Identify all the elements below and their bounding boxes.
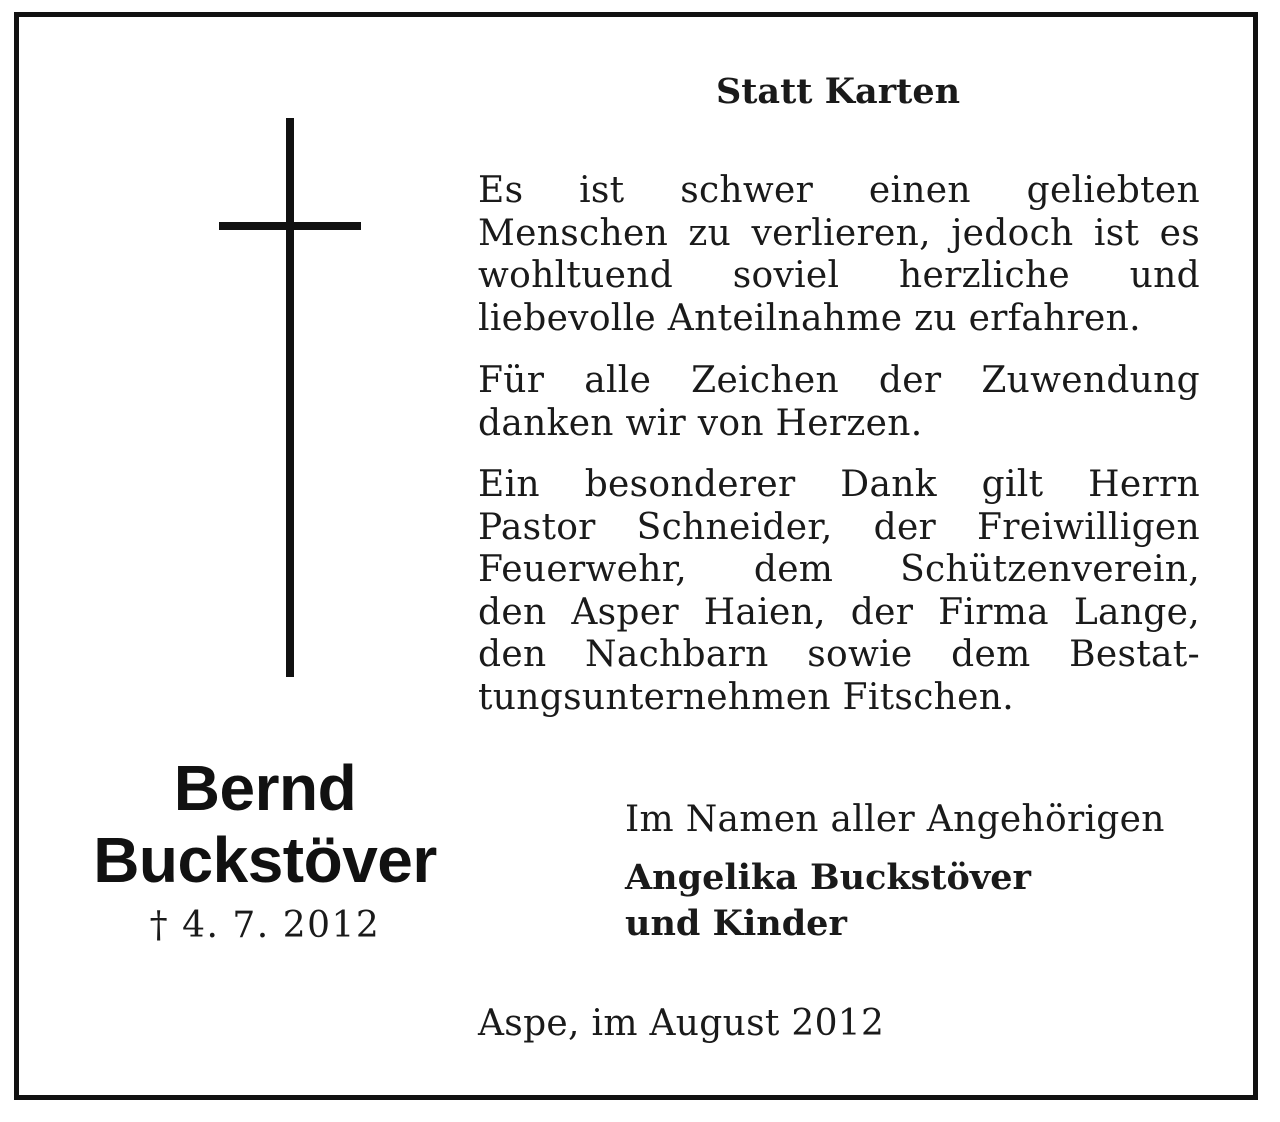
text-line: danken wir von Herzen. — [478, 402, 923, 444]
death-date: † 4. 7. 2012 — [149, 905, 381, 946]
signature-name-line: Angelika Buckstöver — [625, 857, 1031, 898]
deceased-first-name: Bernd — [173, 752, 357, 824]
deceased-last-name: Buckstöver — [93, 824, 437, 896]
text-line: Pastor Schneider, der Freiwilligen — [478, 506, 1200, 548]
text-line: wohltuend soviel herzliche und — [478, 255, 1200, 296]
paragraph-special-thanks — [478, 464, 1200, 719]
text-line: Ein besonderer Dank gilt Herrn — [478, 464, 1200, 505]
place-and-date: Aspe, im August 2012 — [478, 1003, 885, 1044]
text-line: tungsunternehmen Fitschen. — [478, 676, 1014, 718]
signature-name-line: und Kinder — [625, 903, 847, 944]
text-line: den Asper Haien, der Firma Lange, — [478, 591, 1200, 633]
text-line: den Nachbarn sowie dem Bestat- — [478, 634, 1200, 675]
text-line: Menschen zu verlieren, jedoch ist es — [478, 212, 1200, 254]
deceased-name — [40, 752, 490, 896]
paragraph-gratitude — [478, 360, 1200, 445]
notice-heading: Statt Karten — [715, 71, 961, 112]
text-line: liebevolle Anteilnahme zu erfahren. — [478, 297, 1141, 339]
cross-icon-horizontal — [219, 222, 361, 230]
signature-intro: Im Namen aller Angehörigen — [625, 799, 1165, 840]
paragraph-thanks — [478, 170, 1200, 340]
text-line: Es ist schwer einen geliebten — [478, 170, 1200, 211]
text-line: Feuerwehr, dem Schützenverein, — [478, 549, 1200, 590]
cross-icon-vertical — [286, 118, 294, 677]
signature-names — [625, 855, 1225, 947]
text-line: Für alle Zeichen der Zuwendung — [478, 360, 1200, 401]
